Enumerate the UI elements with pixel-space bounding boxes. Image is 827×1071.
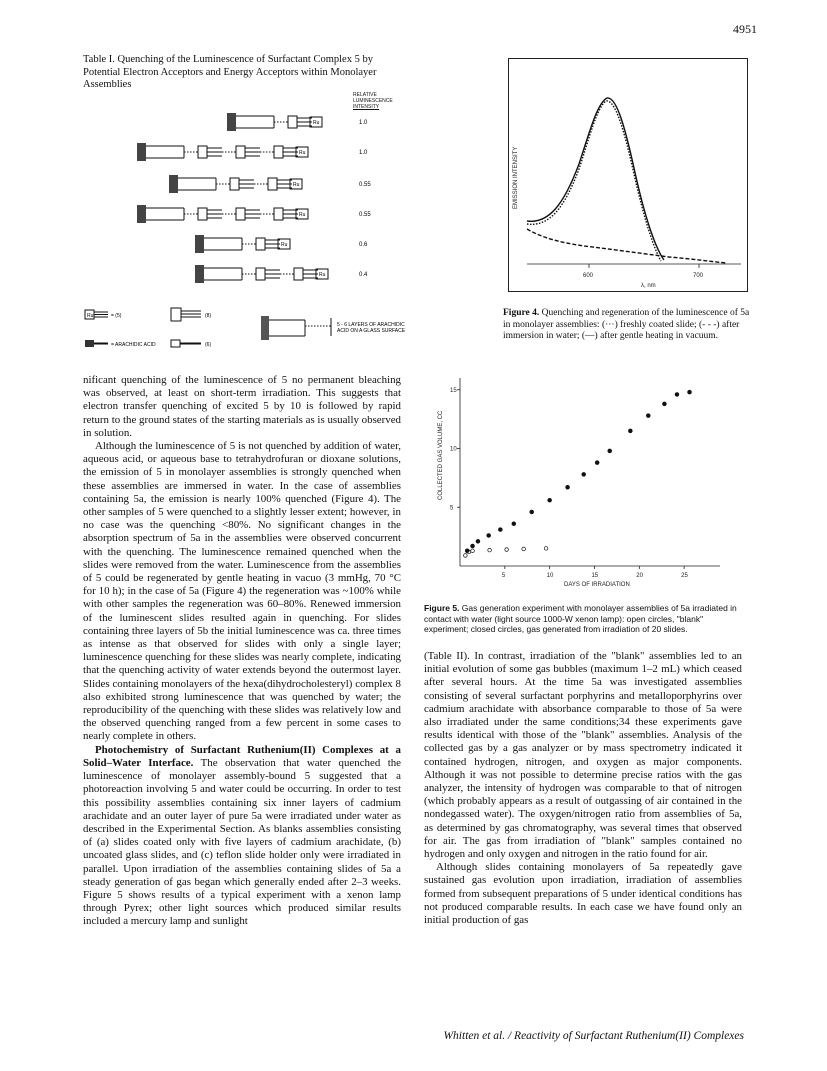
- figure-4-tick-label: 600: [583, 273, 594, 279]
- table-row: [137, 143, 368, 161]
- figure-4-xunit: λ, nm: [641, 283, 656, 289]
- curve-freshly-coated: [527, 101, 661, 261]
- x-tick-label: 20: [636, 573, 643, 579]
- table-row: [227, 113, 368, 131]
- gas-data-point: [566, 485, 570, 489]
- section-text: The observation that water quenched the luminescence of monolayer assembly-bound 5 suggested that a photoreaction involving 5 and water could be occurring. In order to test this possibility assemblies containing six inner layers of cadmium arachidate and an outer layer of pure 5a were irradiated under water as described in the Experimental Section. As blanks assemblies consisting of (a) slides coated only with five layers of cadmium arachidate, (b) uncoated glass slides, and (c) teflon slide holder only were irradiated in parallel. Upon irradiation of the assemblies containing slides of 5a a steady generation of gas began which generally ended after 2–3 weeks. Figure 5 shows results of a typical experiment with a xenon lamp through Pyrex; other light sources which produced similar results included a mercury lamp and sunlight: [83, 756, 401, 928]
- x-tick-label: 5: [501, 573, 506, 579]
- gas-data-point: [675, 393, 679, 397]
- ru-label: Ru: [281, 242, 288, 248]
- ru-label: Ru: [313, 120, 320, 126]
- table-legend: [83, 300, 423, 360]
- glass-slide: [169, 175, 178, 193]
- figure-4-ylabel: EMISSION INTENSITY: [513, 146, 519, 209]
- paragraph: (Table II). In contrast, irradiation of the "blank" assemblies led to an initial evolution of some gas bubbles (maximum 1–2 mL) which ceased after several hours. At the time 5a was investigated assemblies consisting of several surfactant porphyrins and metalloporphyrins over cadmium arachidate with absorbance comparable to those of 5a were also irradiated under the same conditions;34 these experiments gave results identical with those of the "blank" assemblies. Analysis of the collected gas by a gas analyzer or by mass spectrometry indicated it contained hydrogen, nitrogen, and oxygen as major components. Although it was not possible to determine precise ratios with the gas analyzer, the intensity of hydrogen was comparable to that of nitrogen (which probably appears as a result of outgassing of air contained in the nondegassed water). The oxygen/nitrogen ratio from assemblies of 5a, as determined by gas chromatography, was several times that observed for air. The gas from irradiation of "blank" samples contained no hydrogen and only oxygen and nitrogen in the ratio found for air.: [424, 650, 742, 861]
- ru-label: Ru: [293, 182, 300, 188]
- legend-item-8: [171, 308, 211, 321]
- table-header-line: RELATIVE: [353, 92, 377, 98]
- row-intensity-value: 1.0: [359, 120, 368, 126]
- right-column: [424, 650, 742, 927]
- figure-5-caption-text: Gas generation experiment with monolayer assemblies of 5a irradiated in contact with water (light source 1000-W xenon lamp): open circles, "blank" experiment; closed circles, gas generated from irradiation of 20 slides.: [424, 603, 737, 634]
- y-tick-label: 15: [450, 387, 457, 394]
- glass-slide: [195, 235, 204, 253]
- table-row: [137, 205, 371, 223]
- left-column: [83, 374, 401, 929]
- legend-label-6: (6): [205, 342, 212, 348]
- blank-data-point: [544, 547, 548, 551]
- gas-data-point: [530, 510, 534, 514]
- gas-data-point: [471, 544, 475, 548]
- gas-data-point: [498, 528, 502, 532]
- legend-item-arachidic: [85, 340, 156, 348]
- blank-data-point: [488, 548, 492, 552]
- gas-data-point: [688, 390, 692, 394]
- table-schematic: [125, 92, 405, 292]
- legend-label-glass-2: ACID ON A GLASS SURFACE: [337, 328, 406, 334]
- figure-5: [428, 370, 728, 590]
- gas-data-point: [628, 429, 632, 433]
- table-header-line: LUMINESCENCE: [353, 98, 393, 104]
- legend-label-5: = (5): [111, 313, 122, 319]
- curve-after-heating: [527, 98, 664, 260]
- legend-label-arachidic: = ARACHIDIC ACID: [111, 342, 156, 348]
- blank-data-point: [464, 554, 468, 558]
- gas-data-point: [608, 449, 612, 453]
- glass-slide: [137, 205, 146, 223]
- paragraph: Although slides containing monolayers of 5a repeatedly gave sustained gas evolution upon irradiation, irradiation of assemblies formed from subsequent preparations of 5 under identical conditions has not produced comparable results. In each case we have found only an initial production of gas: [424, 861, 742, 927]
- figure-4-caption-text: Quenching and regeneration of the luminescence of 5a in monolayer assemblies: (···) freshly coated slide; (- - -) after immersion in water; (—) after gentle heating in vacuum.: [503, 308, 750, 341]
- glass-slide: [227, 113, 236, 131]
- gas-data-point: [548, 498, 552, 502]
- y-tick-label: 10: [450, 446, 457, 453]
- ru-label: Ru: [299, 150, 306, 156]
- figure-4: [508, 58, 748, 292]
- x-tick-label: 15: [591, 573, 599, 579]
- gas-data-point: [465, 549, 469, 553]
- figure-4-caption: [503, 308, 755, 343]
- table-caption: Table I. Quenching of the Luminescence of Surfactant Complex 5 by Potential Electron Acceptors and Energy Acceptors within Monolayer Assemblies: [83, 54, 377, 90]
- gas-data-point: [663, 402, 667, 406]
- row-intensity-value: 0.4: [359, 272, 368, 278]
- row-intensity-value: 0.6: [359, 242, 368, 248]
- ru-label: Ru: [299, 212, 306, 218]
- figure-5-ylabel: COLLECTED GAS VOLUME, CC: [438, 410, 444, 500]
- table-row: [169, 175, 371, 193]
- paragraph: nificant quenching of the luminescence of 5 no permanent bleaching was observed, at least on short-term irradiation. This suggests that electron transfer quenching of excited 5 by 10 is followed by rapid return to the ground states of the starting materials as is usually observed in solution.: [83, 374, 401, 439]
- legend-label-8: (8): [205, 313, 212, 319]
- legend-item-glass: [261, 316, 406, 340]
- blank-data-point: [522, 547, 526, 551]
- paragraph: Although the luminescence of 5 is not quenched by addition of water, aqueous acid, or aqueous base to tetrahydrofuran or dioxane solutions, the emission of 5 in monolayer assemblies is strongly quenched when these assemblies are immersed in water. In the case of assemblies containing 5a, the emission is nearly 100% quenched (Figure 4). The other samples of 5 were quenched to a slightly lesser extent; however, in no case was the quenching <80%. No significant changes in the absorption spectrum of 5a in the assemblies were observed concurrent with the quenching. The luminescence remained quenched when the slides were removed from the water. Luminescence from the assemblies of 5 could be regenerated by gentle heating in vacuo (3 mmHg, 70 °C for 10 h); in the case of 5a (Figure 4) the regeneration was ~100% while with other samples the regeneration was 60–80%. Renewed immersion of the luminescent slides resulted again in quenching. For slides containing three layers of 5b the initial luminescence was ca. three times as intense as that observed for slides with only a single layer; luminescence quenching for these slides was nearly complete, indicating that the quenching activity of water extends beyond the outermost layer. Slides containing monolayers of the hexa(dihydrocholesteryl) complex 8 also exhibited strong luminescence that was quenched by water; the reproducibility of the quenching with these slides was relatively low and the observed quenching ranged from a few percent in some cases to nearly complete in others.: [83, 440, 401, 743]
- table-header-line: INTENSITY: [353, 104, 380, 110]
- curve-after-immersion: [527, 229, 727, 263]
- table-row: [195, 235, 368, 253]
- gas-data-point: [476, 539, 480, 543]
- glass-slide: [195, 265, 204, 283]
- section-heading: Photochemistry of Surfactant Ruthenium(II) Complexes at a Solid–Water Interface.: [83, 743, 401, 769]
- gas-data-point: [582, 472, 586, 476]
- figure-5-caption: [424, 603, 742, 635]
- gas-data-point: [487, 534, 491, 538]
- row-intensity-value: 0.55: [359, 182, 371, 188]
- legend-ru-label: Ru: [87, 313, 94, 319]
- gas-data-point: [512, 522, 516, 526]
- legend-item-6: [171, 340, 211, 348]
- legend-item-5: [85, 310, 122, 319]
- gas-data-point: [595, 461, 599, 465]
- table-row: [195, 265, 368, 283]
- x-tick-label: 10: [546, 573, 554, 579]
- figure-4-plot: [509, 59, 747, 291]
- y-tick-label: 5: [450, 505, 454, 512]
- running-footer: Whitten et al. / Reactivity of Surfactant Ruthenium(II) Complexes: [443, 1030, 744, 1042]
- row-intensity-value: 1.0: [359, 150, 368, 156]
- legend-label-glass-1: 5 - 6 LAYERS OF ARACHIDIC: [337, 322, 405, 328]
- x-tick-label: 25: [681, 573, 688, 579]
- gas-data-point: [646, 414, 650, 418]
- page-number: 4951: [733, 22, 757, 36]
- row-intensity-value: 0.55: [359, 212, 371, 218]
- figure-5-caption-label: Figure 5.: [424, 603, 460, 613]
- blank-data-point: [471, 549, 475, 553]
- ru-label: Ru: [319, 272, 326, 278]
- blank-data-point: [505, 548, 509, 552]
- figure-4-caption-label: Figure 4.: [503, 308, 540, 318]
- glass-slide: [137, 143, 146, 161]
- figure-4-tick-label: 700: [693, 273, 704, 279]
- figure-5-xlabel: DAYS OF IRRADIATION: [564, 582, 630, 588]
- paragraph: [83, 744, 401, 929]
